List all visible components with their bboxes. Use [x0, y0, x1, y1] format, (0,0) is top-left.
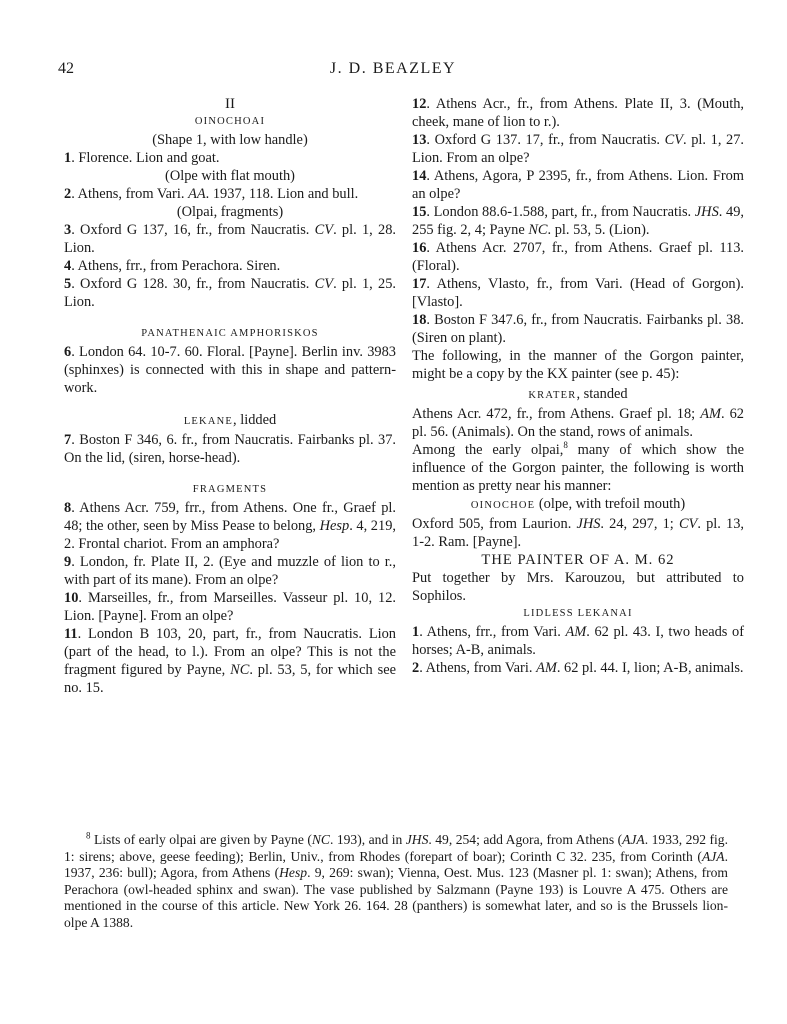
catalogue-entry: 17. Athens, Vlasto, fr., from Vari. (Head of Gorgon). [Vlasto]. — [412, 276, 744, 310]
heading-krater: KRATER, standed — [528, 386, 628, 402]
catalogue-entry: 12. Athens Acr., fr., from Athens. Plate II, 3. (Mouth, cheek, mane of lion to r.). — [412, 96, 744, 130]
catalogue-entry: Athens Acr. 472, fr., from Athens. Graef pl. 18; AM. 62 pl. 56. (Animals). On the stand, rows of animals. — [412, 406, 744, 440]
painter-heading: THE PAINTER OF A. M. 62 — [481, 552, 675, 568]
catalogue-entry: 11. London B 103, 20, part, fr., from Naucratis. Lion (part of the head, to l.). From an olpe? This is not the fragment figured by Payne, NC. pl. 53, 5, for which see no. 15. — [64, 626, 396, 696]
left-column — [64, 95, 396, 697]
heading-oinochoe: OINOCHOE (olpe, with trefoil mouth) — [470, 496, 686, 512]
subheading-olpai-fragments: (Olpai, fragments) — [176, 204, 284, 220]
paragraph-following: The following, in the manner of the Gorgon painter, might be a copy by the KX painter (see p. 45): — [412, 348, 744, 382]
section-number: II — [225, 96, 235, 112]
subheading-olpe: (Olpe with flat mouth) — [165, 168, 295, 184]
heading-lekane: LEKANE, lidded — [183, 412, 277, 428]
catalogue-entry: Oxford 505, from Laurion. JHS. 24, 297, 1; CV. pl. 13, 1-2. Ram. [Payne]. — [412, 516, 745, 550]
catalogue-entry: 1. Florence. Lion and goat. — [64, 150, 220, 166]
catalogue-entry: 14. Athens, Agora, P 2395, fr., from Athens. Lion. From an olpe? — [412, 168, 744, 202]
heading-fragments: FRAGMENTS — [192, 484, 268, 495]
catalogue-entry: 6. London 64. 10-7. 60. Floral. [Payne]. Berlin inv. 3983 (sphinxes) is connected with this in shape and pattern-work. — [64, 344, 396, 396]
painter-intro: Put together by Mrs. Karouzou, but attributed to Sophilos. — [412, 570, 744, 604]
catalogue-entry: 2. Athens, from Vari. AM. 62 pl. 44. I, lion; A-B, animals. — [412, 660, 744, 676]
catalogue-entry: 15. London 88.6-1.588, part, fr., from Naucratis. JHS. 49, 255 fig. 2, 4; Payne NC. pl. 53, 5. (Lion). — [412, 204, 744, 238]
catalogue-entry: 2. Athens, from Vari. AA. 1937, 118. Lion and bull. — [64, 186, 359, 202]
catalogue-entry: 18. Boston F 347.6, fr., from Naucratis. Fairbanks pl. 38. (Siren on plant). — [412, 312, 744, 346]
page-number: 42 — [58, 60, 74, 77]
paragraph-early-olpai: Among the early olpai,$^8$ many of which show the influence of the Gorgon painter, the following is worth mention as pretty near his manner: — [412, 440, 744, 494]
footnote-number: 8 — [86, 830, 91, 841]
catalogue-entry: 10. Marseilles, fr., from Marseilles. Vasseur pl. 10, 12. Lion. [Payne]. From an olpe? — [64, 590, 396, 624]
catalogue-entry: 9. London, fr. Plate II, 2. (Eye and muzzle of lion to r., with part of its mane). From an olpe? — [64, 554, 396, 588]
subheading-shape-1: (Shape 1, with low handle) — [152, 132, 308, 148]
heading-lidless-lekanai: LIDLESS LEKANAI — [523, 608, 633, 619]
catalogue-entry: 13. Oxford G 137. 17, fr., from Naucratis. CV. pl. 1, 27. Lion. From an olpe? — [412, 132, 745, 166]
catalogue-entry: 4. Athens, frr., from Perachora. Siren. — [64, 258, 281, 274]
page-header — [58, 60, 728, 84]
footnote-marker: 8 — [563, 440, 568, 451]
catalogue-entry: 3. Oxford G 137, 16, fr., from Naucratis. CV. pl. 1, 28. Lion. — [64, 222, 396, 256]
footnote: $^8$ Lists of early olpai are given by Payne (NC. 193), and in JHS. 49, 254; add Agora, from Athens (AJA. 1933, 292 fig. 1: sirens; above, geese feeding); Berlin, Univ., from Rhodes (forepart of boar); Corinth C 32. 235, from Corinth (AJA. 1937, 236: bull); Agora, from Athens (Hesp. 9, 269: swan); Vienna, Oest. Mus. 123 (Masner pl. 1: swan); Athens, from Perachora (owl-headed sphinx and swan). The vase published by Salzmann (Payne 193) is Louvre A 475. Others are mentioned in the course of this article. New York 26. 164. 28 (panthers) is somewhat later, and so is the Brussels lion-olpe A 1388. — [64, 830, 728, 930]
catalogue-entry: 16. Athens Acr. 2707, fr., from Athens. Graef pl. 113. (Floral). — [412, 240, 744, 274]
catalogue-entry: 8. Athens Acr. 759, frr., from Athens. One fr., Graef pl. 48; the other, seen by Miss Pease to belong, Hesp. 4, 219, 2. Frontal chariot. From an amphora? — [64, 500, 396, 552]
catalogue-entry: 1. Athens, frr., from Vari. AM. 62 pl. 43. I, two heads of horses; A-B, animals. — [412, 624, 744, 658]
heading-oinochoai: OINOCHOAI — [194, 116, 266, 127]
catalogue-entry: 7. Boston F 346, 6. fr., from Naucratis. Fairbanks pl. 37. On the lid, (siren, horse-head). — [64, 432, 396, 466]
catalogue-entry: 5. Oxford G 128. 30, fr., from Naucratis. CV. pl. 1, 25. Lion. — [64, 276, 396, 310]
right-column — [412, 95, 744, 677]
heading-panathenaic-amphoriskos: PANATHENAIC AMPHORISKOS — [141, 328, 319, 339]
running-head: J. D. BEAZLEY — [329, 60, 457, 77]
